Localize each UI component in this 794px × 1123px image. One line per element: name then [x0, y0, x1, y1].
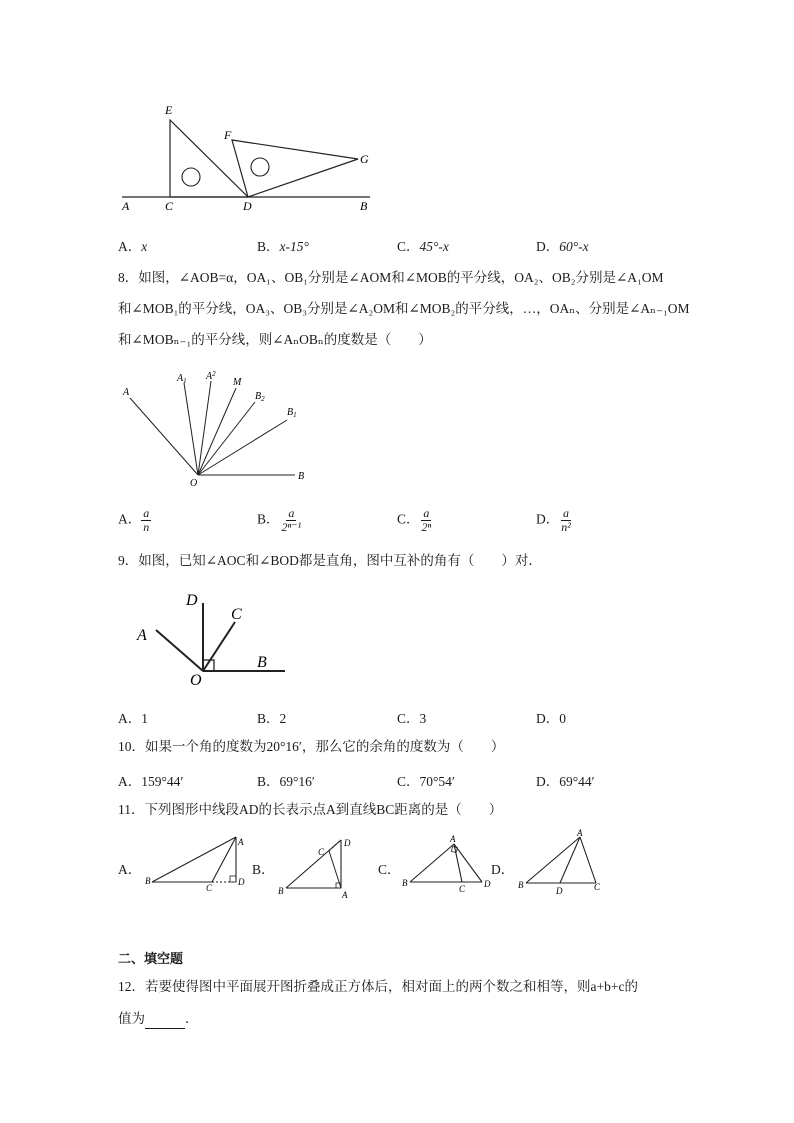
- q8-fraction-c: $\frac{a}{\text{2ⁿ}}$: [421, 506, 432, 534]
- q8-option-c[interactable]: C． $\frac{a}{\text{2ⁿ}}$: [397, 506, 432, 534]
- q11-option-d-letter[interactable]: D．: [491, 862, 515, 877]
- q7-label-e: E: [165, 103, 173, 117]
- q8-option-a[interactable]: A． $\frac{a}{n}$: [118, 506, 150, 534]
- q11b-label-c: C: [318, 847, 325, 857]
- q12-stem-line-2: 值为 ．: [118, 1009, 199, 1029]
- q11-figure-b[interactable]: [276, 832, 366, 900]
- q9-ray-oc: [203, 622, 235, 671]
- q8-fraction-b: $\frac{a}{\text{2ⁿ⁻¹}}$: [281, 506, 302, 534]
- q12-answer-blank[interactable]: [145, 1014, 185, 1029]
- q11a-label-d: D: [238, 877, 245, 887]
- q8-label-b1: $B_1$: [287, 407, 297, 419]
- q8-label-o: O: [190, 478, 198, 489]
- q8-label-b2: $B_2$: [255, 391, 265, 403]
- q9-label-a: A: [137, 627, 147, 644]
- q11d-label-d: D: [556, 886, 563, 896]
- q10-option-a[interactable]: A．159°44′: [118, 774, 184, 789]
- q11-stem: 11．下列图形中线段AD的长表示点A到直线BC距离的是（ ）: [118, 802, 503, 817]
- q8-stem-line-2: 和∠MOB₁的平分线，OA₃、OB₃分别是∠A₂OM和∠MOB₂的平分线，…，OAₙ、分别是∠Aₙ₋₁OM: [118, 301, 690, 316]
- q11c-label-c: C: [459, 884, 466, 894]
- q8-label-a2: $A^2$: [206, 370, 216, 382]
- q8-ray-ob1: [198, 420, 287, 475]
- q11-option-a-letter[interactable]: A．: [118, 862, 142, 877]
- q11c-line-ba: [410, 844, 454, 882]
- q11d-line-ac: [580, 837, 596, 883]
- q7-option-c[interactable]: C．45°-x: [397, 239, 449, 254]
- q11a-label-b: B: [145, 876, 151, 886]
- q11c-label-b: B: [402, 878, 408, 888]
- q7-circle-2: [251, 158, 269, 176]
- q10-option-b[interactable]: B．69°16′: [257, 774, 315, 789]
- q7-circle-1: [182, 168, 200, 186]
- q8-option-d[interactable]: D． $\frac{a}{\text{n²}}$: [536, 506, 571, 534]
- q11d-line-ad: [560, 837, 580, 883]
- q10-option-c[interactable]: C．70°54′: [397, 774, 455, 789]
- q8-option-b[interactable]: B． $\frac{a}{\text{2ⁿ⁻¹}}$: [257, 506, 302, 534]
- q8-figure: [115, 365, 325, 490]
- q11b-label-d: D: [344, 838, 351, 848]
- q11d-line-ba: [526, 837, 580, 883]
- q11-option-b-letter[interactable]: B．: [252, 862, 275, 877]
- q11c-label-d: D: [484, 879, 491, 889]
- q9-label-o: O: [190, 672, 202, 689]
- q8-stem-line-1: 8．如图，∠AOB=α，OA₁、OB₁分别是∠AOM和∠MOB的平分线，OA₂、OB₂分别是∠A₁OM: [118, 270, 664, 285]
- q9-ray-oa: [156, 630, 203, 671]
- q8-label-a1: $A_1$: [177, 373, 187, 385]
- q11-figure-a[interactable]: [142, 832, 252, 892]
- q7-option-a[interactable]: A．x: [118, 239, 148, 254]
- q11b-line-ca: [329, 851, 341, 888]
- q9-stem: 9．如图，已知∠AOC和∠BOD都是直角，图中互补的角有（ ）对．: [118, 553, 542, 568]
- q7-figure: [110, 95, 390, 220]
- q7-label-d: D: [243, 199, 252, 213]
- q11c-label-a: A: [450, 834, 456, 844]
- q9-figure: [130, 585, 300, 695]
- q9-option-d[interactable]: D．0: [536, 711, 566, 726]
- q11b-label-a: A: [342, 890, 348, 900]
- q11-figure-d[interactable]: [514, 828, 609, 898]
- q8-label-b: B: [298, 471, 305, 482]
- q7-option-b[interactable]: B．x-15°: [257, 239, 309, 254]
- q10-stem: 10．如果一个角的度数为20°16′，那么它的余角的度数为（ ）: [118, 739, 505, 754]
- q11a-label-a: A: [238, 837, 244, 847]
- q11d-label-c: C: [594, 882, 601, 892]
- q9-label-b: B: [257, 654, 267, 671]
- q7-triangle-ecd: [170, 120, 248, 197]
- q9-option-a[interactable]: A．1: [118, 711, 148, 726]
- q8-label-m: M: [233, 377, 242, 388]
- q7-option-d[interactable]: D．60°-x: [536, 239, 589, 254]
- q11a-right-angle-mark: [230, 876, 236, 882]
- q11a-label-c: C: [206, 883, 213, 892]
- q8-fraction-d: $\frac{a}{\text{n²}}$: [561, 506, 571, 534]
- q9-label-d: D: [186, 592, 198, 609]
- q9-option-c[interactable]: C．3: [397, 711, 427, 726]
- q10-option-d[interactable]: D．69°44′: [536, 774, 595, 789]
- q8-stem-line-3: 和∠MOBₙ₋₁的平分线，则∠AₙOBₙ的度数是（ ）: [118, 332, 432, 347]
- q8-label-a: A: [123, 387, 130, 398]
- q11-figure-c[interactable]: [400, 832, 495, 894]
- q8-fraction-a: $\frac{a}{n}$: [143, 506, 150, 534]
- q11d-label-a: A: [577, 828, 583, 838]
- q7-label-a: A: [122, 199, 130, 213]
- q9-option-b[interactable]: B．2: [257, 711, 287, 726]
- q12-stem-line-1: 12．若要使得图中平面展开图折叠成正方体后，相对面上的两个数之和相等，则a+b+c的: [118, 979, 638, 994]
- q11b-label-b: B: [278, 886, 284, 896]
- q7-label-f: F: [224, 128, 232, 142]
- section-title: 二、填空题: [118, 952, 184, 967]
- q7-label-c: C: [165, 199, 174, 213]
- q7-label-b: B: [360, 199, 368, 213]
- q11-option-c-letter[interactable]: C．: [378, 862, 401, 877]
- q11d-label-b: B: [518, 880, 524, 890]
- q7-label-g: G: [360, 152, 369, 166]
- q9-label-c: C: [231, 606, 242, 623]
